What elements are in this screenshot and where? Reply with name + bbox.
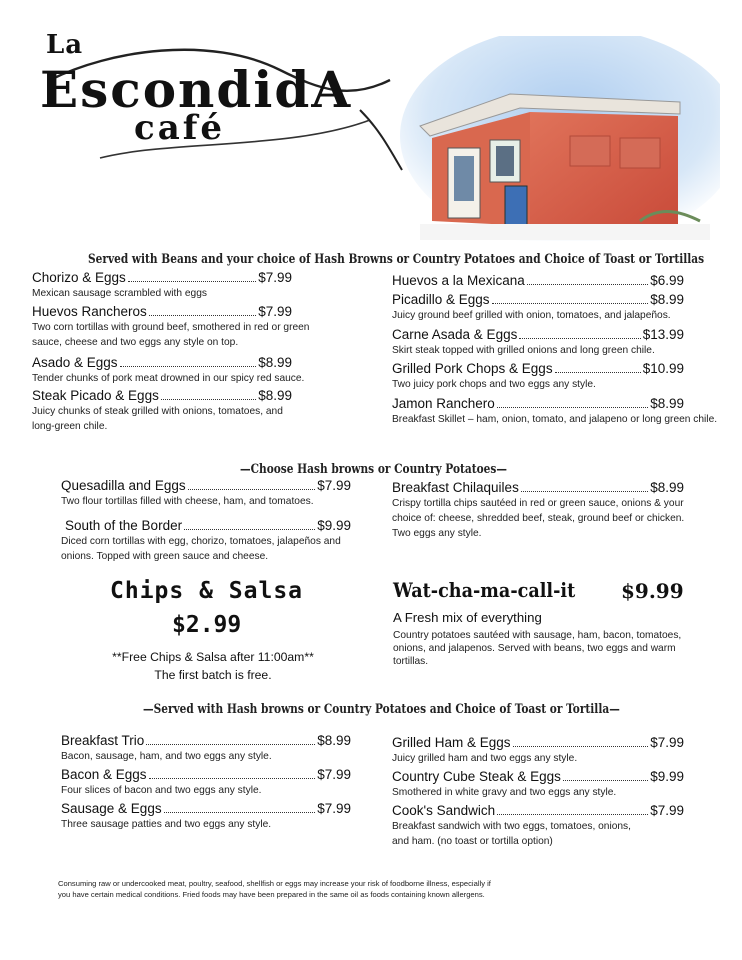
item-name: Jamon Ranchero xyxy=(392,396,495,411)
item-price: $7.99 xyxy=(650,735,684,750)
item-description: Juicy grilled ham and two eggs any style. xyxy=(392,753,578,764)
watcha-title: Wat-cha-ma-call-it xyxy=(393,578,576,602)
footer-line: you have certain medical conditions. Fried foods may have been prepared in the same oil as foods containing known allergens. xyxy=(58,890,485,899)
item-name: South of the Border xyxy=(65,518,183,533)
restaurant-building-illustration xyxy=(380,36,720,241)
item-price: $7.99 xyxy=(317,767,351,782)
menu-item xyxy=(392,361,712,392)
watcha-description: Country potatoes sautéed with sausage, ham, bacon, tomatoes, onions, and jalapenos. Served with beans, two eggs and warm tortillas. xyxy=(393,630,682,667)
watcha-price: $9.99 xyxy=(621,579,684,603)
item-name: Huevos a la Mexicana xyxy=(392,273,525,288)
watcha-subtitle: A Fresh mix of everything xyxy=(393,610,542,625)
menu-item xyxy=(392,803,684,849)
menu-item xyxy=(392,273,684,288)
item-description: Bacon, sausage, ham, and two eggs any style. xyxy=(61,751,272,762)
item-price: $7.99 xyxy=(258,270,292,285)
item-description: Breakfast Skillet – ham, onion, tomato, and jalapeno or long green chile. xyxy=(392,414,718,425)
footer-disclaimer xyxy=(58,878,618,900)
item-name: Grilled Ham & Eggs xyxy=(392,735,511,750)
item-name: Breakfast Trio xyxy=(61,733,145,748)
menu-item xyxy=(32,304,322,350)
menu-item xyxy=(61,733,361,764)
logo-cafe: café xyxy=(134,108,225,148)
item-price: $13.99 xyxy=(642,327,684,342)
chips-note-first-batch: The first batch is free. xyxy=(154,668,272,682)
item-description: Three sausage patties and two eggs any style. xyxy=(61,819,272,830)
chips-note-free: **Free Chips & Salsa after 11:00am** xyxy=(112,650,314,664)
item-name: Picadillo & Eggs xyxy=(392,292,490,307)
item-price: $7.99 xyxy=(650,803,684,818)
item-name: Grilled Pork Chops & Eggs xyxy=(392,361,553,376)
section2-header: —Choose Hash browns or Country Potatoes— xyxy=(240,461,507,476)
item-price: $9.99 xyxy=(650,769,684,784)
item-price: $7.99 xyxy=(258,304,292,319)
item-description: Four slices of bacon and two eggs any style. xyxy=(61,785,262,796)
item-description: Two juicy pork chops and two eggs any style. xyxy=(392,379,596,390)
logo-la: La xyxy=(46,30,84,60)
item-price: $9.99 xyxy=(317,518,351,533)
item-price: $8.99 xyxy=(650,292,684,307)
menu-item xyxy=(32,355,332,386)
menu-item xyxy=(61,478,361,509)
menu-item xyxy=(61,518,361,564)
item-description: Smothered in white gravy and two eggs any style. xyxy=(392,787,617,798)
item-name: Bacon & Eggs xyxy=(61,767,147,782)
logo-escondida: EscondidA xyxy=(40,60,353,119)
item-price: $8.99 xyxy=(258,355,292,370)
menu-item xyxy=(32,270,292,301)
footer-line: Consuming raw or undercooked meat, poultry, seafood, shellfish or eggs may increase your risk of foodborne illness, especially if xyxy=(58,879,491,888)
item-name: Huevos Rancheros xyxy=(32,304,147,319)
item-description: Juicy chunks of steak grilled with onions, tomatoes, and long-green chile. xyxy=(32,406,283,432)
menu-item xyxy=(392,480,702,541)
item-name: Sausage & Eggs xyxy=(61,801,162,816)
item-description: Juicy ground beef grilled with onion, tomatoes, and jalapeños. xyxy=(392,310,671,321)
menu-item xyxy=(392,769,692,800)
item-description: Crispy tortilla chips sautéed in red or green sauce, onions & your choice of: cheese, shredded beef, steak, ground beef or chicken. Two eggs any style. xyxy=(392,498,685,539)
menu-item xyxy=(392,292,712,323)
item-price: $8.99 xyxy=(317,733,351,748)
item-description: Tender chunks of pork meat drowned in our spicy red sauce. xyxy=(32,373,305,384)
item-name: Breakfast Chilaquiles xyxy=(392,480,519,495)
item-name: Carne Asada & Eggs xyxy=(392,327,518,342)
item-name: Quesadilla and Eggs xyxy=(61,478,186,493)
menu-item xyxy=(392,327,712,358)
item-name: Chorizo & Eggs xyxy=(32,270,126,285)
menu-item xyxy=(32,388,307,434)
item-price: $8.99 xyxy=(650,396,684,411)
item-price: $6.99 xyxy=(650,273,684,288)
menu-item xyxy=(61,767,361,798)
section3-header: —Served with Hash browns or Country Potatoes and Choice of Toast or Tortilla— xyxy=(143,701,620,716)
item-price: $8.99 xyxy=(258,388,292,403)
item-price: $7.99 xyxy=(317,801,351,816)
item-description: Breakfast sandwich with two eggs, tomatoes, onions, and ham. (no toast or tortilla option) xyxy=(392,821,631,847)
item-description: Diced corn tortillas with egg, chorizo, tomatoes, jalapeños and onions. Topped with green sauce and cheese. xyxy=(61,536,341,562)
chips-salsa-title: Chips & Salsa xyxy=(110,578,304,604)
menu-item xyxy=(392,396,722,427)
item-name: Asado & Eggs xyxy=(32,355,118,370)
menu-item xyxy=(392,735,692,766)
item-description: Skirt steak topped with grilled onions and long green chile. xyxy=(392,345,655,356)
section1-header: Served with Beans and your choice of Hash Browns or Country Potatoes and Choice of Toast or Tortillas xyxy=(88,251,705,266)
item-description: Two corn tortillas with ground beef, smothered in red or green sauce, cheese and two eggs any style on top. xyxy=(32,322,310,348)
item-name: Cook's Sandwich xyxy=(392,803,496,818)
menu-item xyxy=(61,801,361,832)
item-description: Mexican sausage scrambled with eggs xyxy=(32,288,207,299)
item-name: Country Cube Steak & Eggs xyxy=(392,769,561,784)
item-description: Two flour tortillas filled with cheese, ham, and tomatoes. xyxy=(61,496,314,507)
item-price: $8.99 xyxy=(650,480,684,495)
item-name: Steak Picado & Eggs xyxy=(32,388,159,403)
item-price: $10.99 xyxy=(642,361,684,376)
chips-salsa-price: $2.99 xyxy=(172,612,242,638)
item-price: $7.99 xyxy=(317,478,351,493)
